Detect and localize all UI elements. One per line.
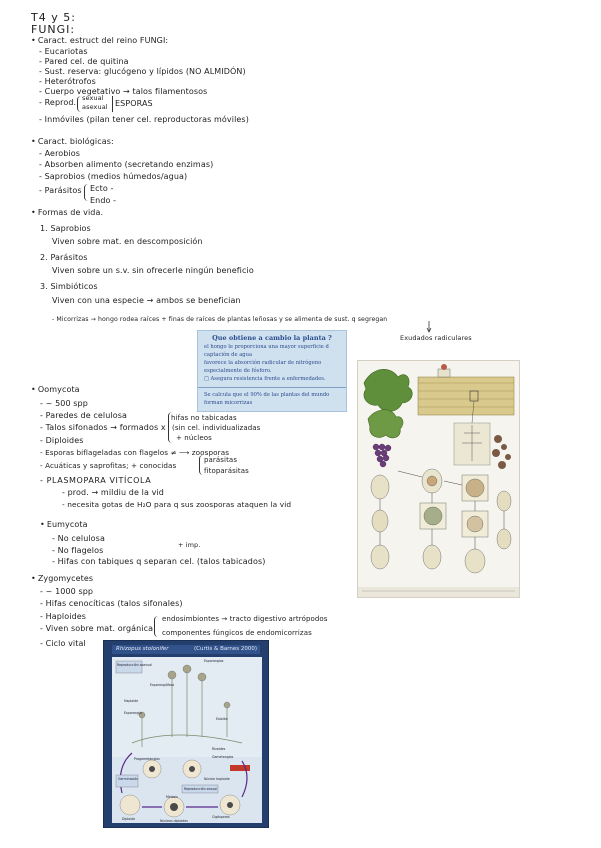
lifecycle-source: (Curtis & Barnes 2000)	[194, 646, 258, 652]
lifecycle-label: Esporangióforo	[150, 683, 175, 687]
eumycota-item: - No celulosa	[52, 534, 105, 543]
bio-item: - Absorben alimento (secretando enzimas)	[39, 160, 214, 169]
bio-item: - Parásitos	[39, 186, 82, 195]
box-line: favorece la absorción radicular de nitrógeno	[204, 360, 322, 366]
general-item: - Reprod.	[39, 98, 77, 107]
lifecycle-illustration	[112, 657, 262, 823]
box-footer: Se calcula que el 90% de las plantas del mundo	[204, 392, 330, 398]
organic-brace	[154, 616, 160, 637]
bio-title: • Caract. biológicas:	[31, 137, 114, 147]
eumycota-item: - Hifas con tabiques q separan cel. (talos tabicados)	[52, 557, 266, 566]
general-item: - Inmóviles (pilan tener cel. reproductoras móviles)	[39, 115, 249, 124]
box-line: captación de agua	[204, 352, 253, 358]
oomycota-item: - Paredes de celulosa	[40, 411, 127, 420]
zygomycetes-item: - Viven sobre mat. orgánica	[40, 624, 154, 633]
eumycota-title: • Eumycota	[40, 520, 88, 530]
parasite-type: Endo -	[90, 196, 117, 205]
oomycota-item: - prod. → mildiu de la vid	[62, 488, 164, 497]
oomycota-item: - ~ 500 spp	[40, 399, 88, 408]
zygomycetes-title: • Zygomycetes	[31, 574, 93, 584]
oomycota-item: - necesita gotas de H₂O para q sus zoosporas ataquen la vid	[62, 500, 292, 509]
organic-type: componentes fúngicos de endomicorrizas	[162, 629, 312, 637]
general-item: - Pared cel. de quitina	[39, 57, 129, 66]
saprobios-text: Viven sobre mat. en descomposición	[52, 237, 203, 246]
forms-title: • Formas de vida.	[31, 208, 103, 218]
micorrizas-note: Exudados radiculares	[400, 334, 472, 342]
lifecycle-title-bar	[112, 645, 260, 654]
arrow-down-icon	[426, 321, 432, 333]
imp-note: + imp.	[178, 541, 201, 549]
lifecycle-label: Rizoides	[212, 747, 226, 751]
reprod-type: asexual	[82, 103, 108, 111]
lifecycle-label: Reproducción sexual	[184, 787, 217, 791]
general-item: - Cuerpo vegetativo → talos filamentosos	[39, 87, 208, 96]
micorrizas-text: - Micorrizas → hongo rodea raíces + finas de raíces de plantas leñosas y se alimenta de sust. q segregan	[52, 316, 388, 323]
parasitos-title: 2. Parásitos	[40, 253, 88, 262]
reprod-bar	[112, 96, 113, 112]
lifecycle-label: Haploide	[124, 699, 139, 703]
box-line: □ Asegura resistencia frente a enfermedades.	[204, 376, 326, 382]
lifecycle-label: Diploide	[122, 817, 136, 821]
lifecycle-label: Gametangios	[212, 755, 234, 759]
lifecycle-label: Esporangio	[124, 711, 142, 715]
mycorrhiza-benefits-box	[197, 330, 347, 412]
simbioticos-text: Viven con una especie → ambos se benefician	[52, 296, 241, 305]
simbioticos-title: 3. Simbióticos	[40, 282, 98, 291]
saprobios-title: 1. Saprobios	[40, 224, 91, 233]
lifecycle-label: Núcleo haploide	[204, 777, 230, 781]
bio-item: - Aerobios	[39, 149, 81, 158]
general-item: - Sust. reserva: glucógeno y lípidos (NO ALMIDÓN)	[39, 67, 246, 76]
hifas-inline: (sin cel. individualizadas	[172, 424, 261, 432]
nuclei-note: + núcleos	[176, 434, 212, 442]
oomycota-item: - Acuáticas y saprofitas; + conocidas	[40, 461, 177, 470]
plasmopara-lifecycle-diagram	[357, 360, 520, 598]
lifecycle-panel	[112, 657, 262, 823]
lifecycle-label: Germinación	[118, 777, 139, 781]
parasitos-text: Viven sobre un s.v. sin ofrecerle ningún beneficio	[52, 266, 254, 275]
box-line: el hongo le proporciona una mayor superficie d	[204, 344, 329, 350]
reprod-result: ESPORAS	[115, 99, 153, 108]
zygomycetes-item: - ~ 1000 spp	[40, 587, 94, 596]
oomycota-item: - Esporas biflageladas con flagelos ≠ ⟶ zoosporas	[40, 448, 230, 457]
bio-item: - Saprobios (medios húmedos/agua)	[39, 172, 188, 181]
oomycota-item: - PLASMOPARA VITÍCOLA	[40, 476, 152, 485]
para-type: parásitas	[204, 456, 238, 464]
zygomycetes-item: - Ciclo vital	[40, 639, 86, 648]
lifecycle-title: Rhizopus stolonifer	[116, 646, 169, 652]
oomycota-title: • Oomycota	[31, 385, 80, 395]
parasite-type: Ecto -	[90, 184, 114, 193]
parasite-brace	[84, 184, 89, 201]
organic-type: endosimbiontes → tracto digestivo artrópodos	[162, 615, 328, 623]
eumycota-item: - No flagelos	[52, 546, 104, 555]
heading-line1: T4 y 5:	[31, 11, 76, 24]
plasmopara-illustration	[358, 361, 519, 597]
para-type: fitoparásitas	[204, 467, 249, 475]
box-title: Que obtiene a cambio la planta ?	[212, 334, 332, 342]
box-footer: forman micorrizas	[204, 400, 253, 406]
lifecycle-label: Progametangios	[134, 757, 160, 761]
zygomycetes-item: - Hifas cenocíticas (talos sifonales)	[40, 599, 183, 608]
box-line: especialmente de fósforo.	[204, 368, 272, 374]
lifecycle-label: Meiosis	[166, 795, 178, 799]
hifas-note: hifas no tabicadas	[171, 414, 237, 422]
lifecycle-label: Reproducción asexual	[117, 663, 152, 667]
lifecycle-label: Esporangios	[204, 659, 224, 663]
zygomycetes-item: - Haploides	[40, 612, 87, 621]
oomycota-item: - Talos sifonados → formados x	[40, 423, 166, 432]
general-item: - Eucariotas	[39, 47, 88, 56]
reprod-type: sexual	[82, 94, 104, 102]
general-item: - Heterótrofos	[39, 77, 96, 86]
lifecycle-label: Núcleos diploides	[160, 819, 188, 823]
heading-line2: FUNGI:	[31, 23, 76, 36]
oomycota-item: - Diploides	[40, 436, 84, 445]
box-separator	[198, 387, 346, 388]
rhizopus-lifecycle-figure	[103, 640, 269, 828]
lifecycle-label: Cigósporas	[212, 815, 230, 819]
lifecycle-label: Estolón	[216, 717, 228, 721]
general-title: • Caract. estruct del reino FUNGI:	[31, 36, 168, 46]
